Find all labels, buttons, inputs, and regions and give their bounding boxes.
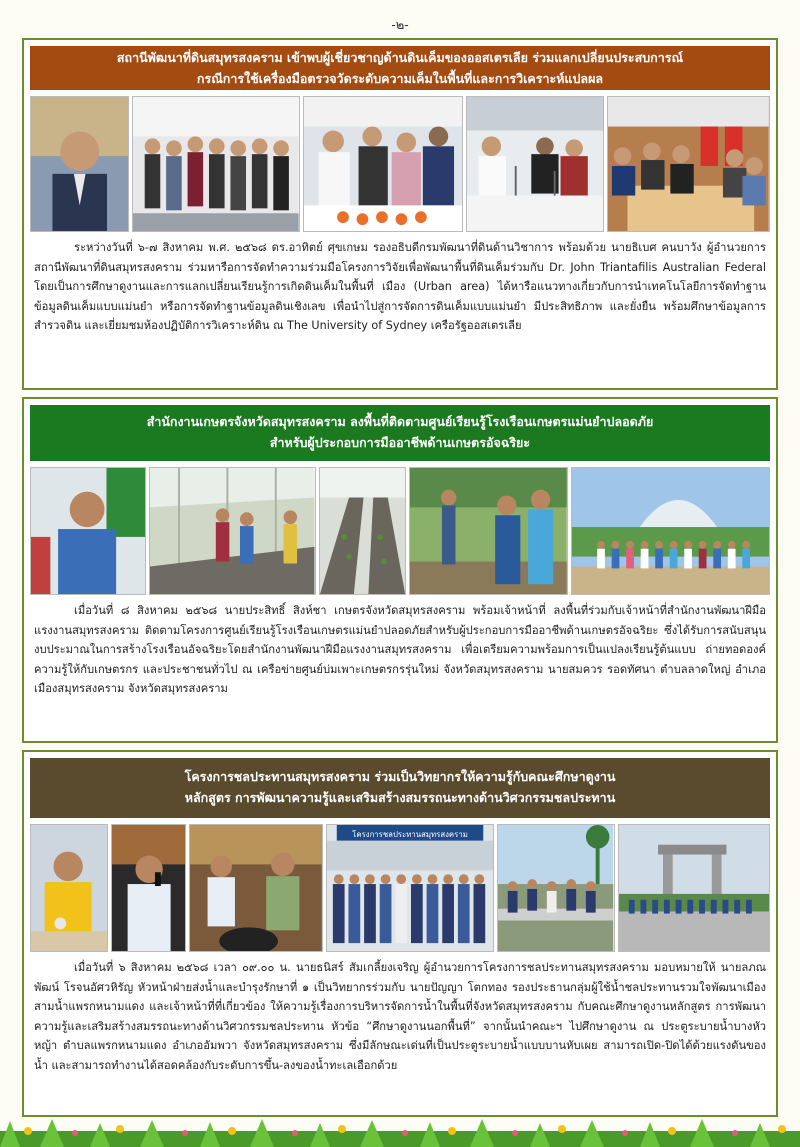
- article-body: [34, 601, 766, 699]
- decorative-grass-border: [0, 1117, 800, 1147]
- photo-speaker-yellow-shirt: [30, 824, 108, 952]
- article-body: [34, 958, 766, 1075]
- photo-portrait-provincial-agriculture: [30, 467, 146, 595]
- photo-lab-equipment: [466, 96, 604, 232]
- photo-lecture-room: [189, 824, 323, 952]
- photo-speaker-microphone: [111, 824, 186, 952]
- photo-site-visit-canal: [497, 824, 614, 952]
- news-section-irrigation-project: [22, 750, 778, 1117]
- section-banner: [30, 46, 770, 90]
- section-title-line1: สถานีพัฒนาที่ดินสมุทรสงคราม เข้าพบผู้เชี่ยวชาญด้านดินเค็มของออสเตรเลีย ร่วมแลกเปลี่ยนประสบการณ์: [116, 50, 684, 65]
- photo-portrait-official: [30, 96, 129, 232]
- article-body: [34, 238, 766, 336]
- photo-strip: [30, 824, 770, 952]
- article-paragraph: เมื่อวันที่ ๖ สิงหาคม ๒๕๖๘ เวลา ๐๙.๐๐ น. นายธนิสร์ สัมเกลี้ยงเจริญ ผู้อำนวยการโครงการชลประทานสมุทรสงคราม มอบหมายให้ นายลภณพัฒน์ โรจนอัศวหิรัญ หัวหน้าฝ่ายส่งน้ำและบำรุงรักษาที่ ๑ เป็นวิทยากรร่วมกับ นายปัญญา โตกทอง รองประธานกลุ่มผู้ใช้น้ำชลประทานรวมใจพัฒนาเมืองสามน้ำแพรกหนามแดง และเจ้าหน้าที่ที่เกี่ยวข้อง ให้ความรู้เรื่องการบริหารจัดการน้ำในพื้นที่จังหวัดสมุทรสงคราม กับคณะศึกษาดูงานหลักสูตร การพัฒนาความรู้และเสริมสร้างสมรรถนะทางด้านวิศวกรรมชลประทาน หัวข้อ “ศึกษาดูงานนอกพื้นที่” จากนั้นนำคณะฯ ไปศึกษาดูงาน ณ ประตูระบายน้ำบางหัวหญ้า ตำบลแพรกหนามแดง อำเภออัมพวา จังหวัดสมุทรสงคราม ซึ่งมีลักษณะเด่นที่เป็นประตูระบายน้ำแบบบานหับเผย สามารถเปิด-ปิดได้ด้วยแรงดันของน้ำ และสามารถทำงานได้สอดคล้องกับระดับการขึ้น-ลงของน้ำทะเลเอือกด้วย: [34, 961, 766, 1072]
- irrigation-office-sign: โครงการชลประทานสมุทรสงคราม: [352, 829, 469, 839]
- photo-greenhouse-interior: [149, 467, 316, 595]
- section-title-line2: หลักสูตร การพัฒนาความรู้และเสริมสร้างสมรรถนะทางด้านวิศวกรรมชลประทาน: [184, 790, 616, 805]
- section-title-line2: กรณีการใช้เครื่องมือตรวจวัดระดับความเค็มในพื้นที่และการวิเคราะห์แปลผล: [196, 71, 604, 86]
- section-title-line1: สำนักงานเกษตรจังหวัดสมุทรสงคราม ลงพื้นที่ติดตามศูนย์เรียนรู้โรงเรือนเกษตรแม่นยำปลอดภัย: [146, 414, 654, 429]
- news-section-agriculture-office: [22, 397, 778, 743]
- photo-meeting-room: [607, 96, 770, 232]
- page-number: -๒-: [391, 18, 409, 33]
- photo-lab-demonstration: [303, 96, 463, 232]
- photo-group-lab: [132, 96, 300, 232]
- section-title-line2: สำหรับผู้ประกอบการมืออาชีพด้านเกษตรอัจฉริยะ: [269, 435, 531, 450]
- photo-group-irrigation-office: [326, 824, 494, 952]
- photo-field-inspection: [409, 467, 568, 595]
- photo-planting-beds: [319, 467, 406, 595]
- section-banner: [30, 405, 770, 461]
- section-banner: [30, 758, 770, 818]
- photo-group-greenhouse: [571, 467, 770, 595]
- news-section-soil-station: [22, 38, 778, 390]
- photo-strip: [30, 467, 770, 595]
- photo-water-gate: [618, 824, 770, 952]
- article-paragraph: ระหว่างวันที่ ๖-๗ สิงหาคม พ.ศ. ๒๕๖๘ ดร.อาทิตย์ ศุขเกษม รองอธิบดีกรมพัฒนาที่ดินด้านวิชาการ พร้อมด้วย นายธิเบศ คนบาวัง ผู้อำนวยการสถานีพัฒนาที่ดินสมุทรสงคราม ร่วมหารือการจัดทำความร่วมมือโครงการวิจัยเพื่อพัฒนาพื้นที่ดินเค็มร่วมกับ Dr. John Triantafilis Australian Federal โดยเป็นการศึกษาดูงานและการแลกเปลี่ยนเรียนรู้การเกิดดินเค็มในพื้นที่ เมือง (Urban area) ได้หารือแนวทางเกี่ยวกับการนำเทคโนโลยีการจัดทำฐานข้อมูลดินเค็มแบบแม่นยำ หรือการจัดทำฐานข้อมูลดินเชิงเลข เพื่อนำไปสู่การจัดการดินเค็มแบบแม่นยำ มีประสิทธิภาพ และยั่งยืน พร้อมศึกษาข้อมูลการสำรวจดิน และเยี่ยมชมห้องปฏิบัติการวิเคราะห์ดิน ณ The University of Sydney เครือรัฐออสเตรเลีย: [34, 241, 766, 332]
- article-paragraph: เมื่อวันที่ ๘ สิงหาคม ๒๕๖๘ นายประสิทธิ์ สิงห์ชา เกษตรจังหวัดสมุทรสงคราม พร้อมเจ้าหน้าที่ ลงพื้นที่ร่วมกับเจ้าหน้าที่สำนักงานพัฒนาฝีมือแรงงานสมุทรสงคราม ติดตามโครงการศูนย์เรียนรู้โรงเรือนเกษตรแม่นยำปลอดภัยสำหรับผู้ประกอบการมืออาชีพด้านเกษตรอัจฉริยะ ซึ่งได้รับการสนับสนุนงบประมาณในการสร้างโรงเรือนอัจฉริยะโดยสำนักงานพัฒนาฝีมือแรงงานสมุทรสงคราม เพื่อเตรียมความพร้อมการเป็นแปลงเรียนรู้ต้นแบบ ถ่ายทอดองค์ความรู้ให้กับเกษตรกร และประชาชนทั่วไป ณ เครือข่ายศูนย์บ่มเพาะเกษตรกรรุ่นใหม่ จังหวัดสมุทรสงคราม นายสมควร รอดทัศนา ตำบลลาดใหญ่ อำเภอเมืองสมุทรสงคราม จังหวัดสมุทรสงคราม: [34, 604, 766, 695]
- photo-strip: [30, 96, 770, 232]
- section-title-line1: โครงการชลประทานสมุทรสงคราม ร่วมเป็นวิทยากรให้ความรู้กับคณะศึกษาดูงาน: [184, 769, 616, 784]
